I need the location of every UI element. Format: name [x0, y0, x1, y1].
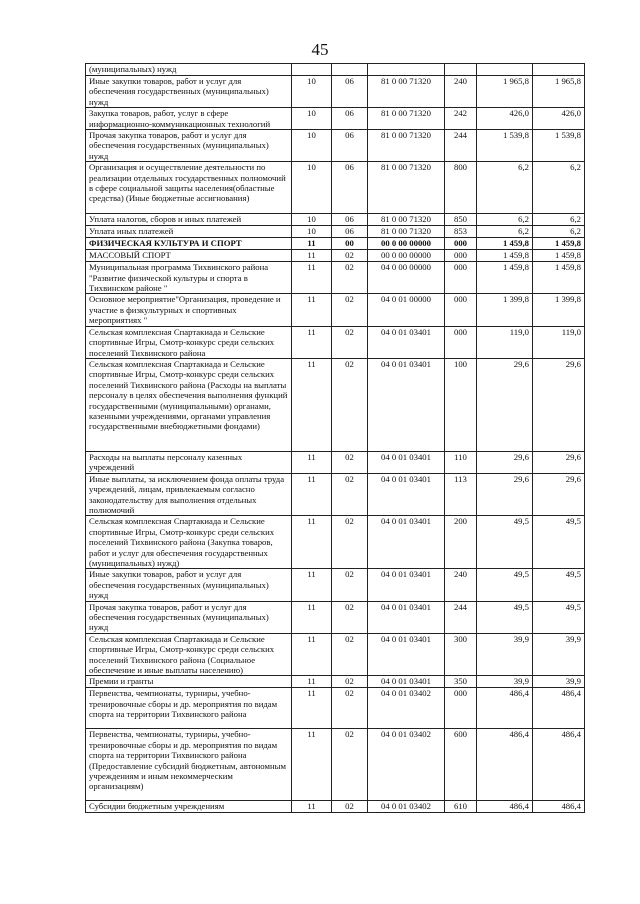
- cell-expense-type: 240: [445, 76, 477, 108]
- cell-subsection: 02: [332, 262, 368, 294]
- cell-expense-type: 000: [445, 326, 477, 358]
- cell-value-2: 6,2: [533, 162, 585, 214]
- cell-subsection: 02: [332, 358, 368, 451]
- cell-target: 04 0 01 03401: [368, 633, 445, 676]
- cell-target: 04 0 01 00000: [368, 294, 445, 326]
- cell-name: Уплата иных платежей: [86, 226, 292, 238]
- table-row: [86, 516, 585, 569]
- table-row: [86, 676, 585, 688]
- table-row: [86, 226, 585, 238]
- cell-expense-type: 244: [445, 601, 477, 633]
- cell-subsection: 06: [332, 76, 368, 108]
- cell-value-1: 39,9: [477, 633, 533, 676]
- cell-value-2: 39,9: [533, 633, 585, 676]
- table-row: [86, 214, 585, 226]
- cell-subsection: 02: [332, 801, 368, 813]
- cell-section: 11: [292, 676, 332, 688]
- cell-section: 11: [292, 250, 332, 262]
- cell-expense-type: 240: [445, 569, 477, 601]
- cell-section: 11: [292, 238, 332, 250]
- cell-value-1: 6,2: [477, 162, 533, 214]
- table-row: [86, 238, 585, 250]
- table-row: [86, 294, 585, 326]
- cell-value-2: [533, 64, 585, 76]
- cell-expense-type: 000: [445, 294, 477, 326]
- cell-value-1: 486,4: [477, 688, 533, 729]
- cell-value-1: 1 965,8: [477, 76, 533, 108]
- cell-section: 10: [292, 108, 332, 130]
- cell-section: 11: [292, 801, 332, 813]
- cell-target: [368, 64, 445, 76]
- cell-subsection: 02: [332, 451, 368, 473]
- cell-value-1: 486,4: [477, 729, 533, 801]
- cell-target: 81 0 00 71320: [368, 108, 445, 130]
- cell-section: 11: [292, 358, 332, 451]
- cell-section: 11: [292, 729, 332, 801]
- table-row: [86, 130, 585, 162]
- cell-expense-type: 800: [445, 162, 477, 214]
- cell-expense-type: 610: [445, 801, 477, 813]
- cell-value-1: 1 399,8: [477, 294, 533, 326]
- cell-value-1: 29,6: [477, 451, 533, 473]
- cell-target: 04 0 01 03402: [368, 688, 445, 729]
- cell-subsection: 06: [332, 162, 368, 214]
- cell-subsection: 06: [332, 214, 368, 226]
- cell-subsection: 02: [332, 688, 368, 729]
- cell-target: 81 0 00 71320: [368, 162, 445, 214]
- cell-expense-type: 000: [445, 688, 477, 729]
- cell-value-2: 1 459,8: [533, 250, 585, 262]
- cell-value-1: 49,5: [477, 569, 533, 601]
- cell-value-2: 1 539,8: [533, 130, 585, 162]
- cell-target: 04 0 01 03401: [368, 473, 445, 516]
- cell-value-1: 1 459,8: [477, 238, 533, 250]
- cell-target: 81 0 00 71320: [368, 214, 445, 226]
- table-row: [86, 262, 585, 294]
- cell-name: Закупка товаров, работ, услуг в сфере информационно-коммуникационных технологий: [86, 108, 292, 130]
- cell-value-1: 49,5: [477, 601, 533, 633]
- cell-section: 11: [292, 473, 332, 516]
- cell-name: Муниципальная программа Тихвинского района "Развитие физической культуры и спорта в Тихвинском районе ": [86, 262, 292, 294]
- cell-subsection: 00: [332, 238, 368, 250]
- cell-target: 81 0 00 71320: [368, 76, 445, 108]
- cell-expense-type: 000: [445, 250, 477, 262]
- cell-subsection: 02: [332, 676, 368, 688]
- cell-section: 11: [292, 601, 332, 633]
- cell-name: Сельская комплексная Спартакиада и Сельские спортивные Игры, Смотр-конкурс среди сельских поселений Тихвинского района (Расходы на выплаты персоналу в целях обеспечения выполнения функций государственными (муниципальными) органами, казенными учреждениями, органами управления государственными внебюджетными фондами): [86, 358, 292, 451]
- cell-name: Сельская комплексная Спартакиада и Сельские спортивные Игры, Смотр-конкурс среди сельских поселений Тихвинского района (Закупка товаров, работ и услуг для обеспечения государственных (муниципальных) нужд): [86, 516, 292, 569]
- cell-name: Организация и осуществление деятельности по реализации отдельных государственных полномочий в сфере социальной защиты населения(областные средства) (Иные бюджетные ассигнования): [86, 162, 292, 214]
- cell-expense-type: 350: [445, 676, 477, 688]
- cell-subsection: 06: [332, 226, 368, 238]
- cell-section: 11: [292, 451, 332, 473]
- cell-target: 81 0 00 71320: [368, 130, 445, 162]
- cell-target: 04 0 01 03401: [368, 516, 445, 569]
- cell-subsection: 06: [332, 108, 368, 130]
- cell-value-2: 29,6: [533, 473, 585, 516]
- table-row: [86, 473, 585, 516]
- cell-target: 00 0 00 00000: [368, 250, 445, 262]
- table-row: [86, 688, 585, 729]
- cell-expense-type: 110: [445, 451, 477, 473]
- cell-subsection: 02: [332, 569, 368, 601]
- cell-value-1: 1 539,8: [477, 130, 533, 162]
- cell-value-2: 426,0: [533, 108, 585, 130]
- cell-value-1: 1 459,8: [477, 262, 533, 294]
- cell-expense-type: 100: [445, 358, 477, 451]
- cell-section: 11: [292, 569, 332, 601]
- cell-name: Иные закупки товаров, работ и услуг для обеспечения государственных (муниципальных) нужд: [86, 569, 292, 601]
- cell-value-2: 49,5: [533, 516, 585, 569]
- cell-value-2: 29,6: [533, 451, 585, 473]
- cell-section: 11: [292, 633, 332, 676]
- cell-section: [292, 64, 332, 76]
- cell-target: 04 0 01 03401: [368, 601, 445, 633]
- cell-value-2: 1 459,8: [533, 238, 585, 250]
- cell-expense-type: 244: [445, 130, 477, 162]
- cell-section: 10: [292, 162, 332, 214]
- table-row: [86, 569, 585, 601]
- table-row: [86, 801, 585, 813]
- cell-section: 11: [292, 688, 332, 729]
- table-row: [86, 64, 585, 76]
- cell-subsection: [332, 64, 368, 76]
- cell-subsection: 02: [332, 326, 368, 358]
- cell-section: 11: [292, 294, 332, 326]
- cell-subsection: 02: [332, 250, 368, 262]
- cell-expense-type: 000: [445, 262, 477, 294]
- table-row: [86, 451, 585, 473]
- cell-expense-type: 200: [445, 516, 477, 569]
- cell-value-1: [477, 64, 533, 76]
- cell-value-2: 29,6: [533, 358, 585, 451]
- cell-name: Прочая закупка товаров, работ и услуг для обеспечения государственных (муниципальных) нужд: [86, 130, 292, 162]
- cell-target: 00 0 00 00000: [368, 238, 445, 250]
- cell-expense-type: [445, 64, 477, 76]
- cell-value-1: 49,5: [477, 516, 533, 569]
- cell-name: Первенства, чемпионаты, турниры, учебно-тренировочные сборы и др. мероприятия по видам спорта на территории Тихвинского района (Предоставление субсидий бюджетным, автономным учреждениям и иным некоммерческим организациям): [86, 729, 292, 801]
- cell-target: 04 0 01 03401: [368, 569, 445, 601]
- cell-section: 10: [292, 76, 332, 108]
- cell-name: Прочая закупка товаров, работ и услуг для обеспечения государственных (муниципальных) нужд: [86, 601, 292, 633]
- cell-target: 04 0 01 03401: [368, 358, 445, 451]
- table-row: [86, 162, 585, 214]
- cell-expense-type: 000: [445, 238, 477, 250]
- cell-value-2: 6,2: [533, 226, 585, 238]
- cell-section: 10: [292, 226, 332, 238]
- cell-expense-type: 853: [445, 226, 477, 238]
- cell-value-1: 1 459,8: [477, 250, 533, 262]
- budget-table: [85, 63, 585, 813]
- cell-name: Премии и гранты: [86, 676, 292, 688]
- cell-name: Расходы на выплаты персоналу казенных учреждений: [86, 451, 292, 473]
- cell-section: 11: [292, 326, 332, 358]
- cell-value-1: 6,2: [477, 214, 533, 226]
- cell-value-1: 29,6: [477, 358, 533, 451]
- cell-value-2: 1 965,8: [533, 76, 585, 108]
- cell-target: 04 0 01 03401: [368, 451, 445, 473]
- cell-subsection: 02: [332, 729, 368, 801]
- cell-expense-type: 600: [445, 729, 477, 801]
- cell-value-2: 119,0: [533, 326, 585, 358]
- cell-section: 10: [292, 130, 332, 162]
- cell-target: 04 0 01 03401: [368, 676, 445, 688]
- cell-value-2: 39,9: [533, 676, 585, 688]
- cell-expense-type: 242: [445, 108, 477, 130]
- cell-name: Уплата налогов, сборов и иных платежей: [86, 214, 292, 226]
- cell-name: ФИЗИЧЕСКАЯ КУЛЬТУРА И СПОРТ: [86, 238, 292, 250]
- cell-expense-type: 850: [445, 214, 477, 226]
- cell-name: Иные закупки товаров, работ и услуг для обеспечения государственных (муниципальных) нужд: [86, 76, 292, 108]
- table-row: [86, 250, 585, 262]
- cell-target: 04 0 00 00000: [368, 262, 445, 294]
- cell-target: 04 0 01 03402: [368, 801, 445, 813]
- cell-name: Иные выплаты, за исключением фонда оплаты труда учреждений, лицам, привлекаемым согласно законодательству для выполнения отдельных полномочий: [86, 473, 292, 516]
- cell-name: Сельская комплексная Спартакиада и Сельские спортивные Игры, Смотр-конкурс среди сельских поселений Тихвинского района: [86, 326, 292, 358]
- cell-expense-type: 300: [445, 633, 477, 676]
- table-row: [86, 358, 585, 451]
- cell-value-1: 39,9: [477, 676, 533, 688]
- table-row: [86, 326, 585, 358]
- cell-value-2: 486,4: [533, 729, 585, 801]
- cell-value-2: 486,4: [533, 801, 585, 813]
- cell-value-2: 6,2: [533, 214, 585, 226]
- cell-name: Сельская комплексная Спартакиада и Сельские спортивные Игры, Смотр-конкурс среди сельских поселений Тихвинского района (Социальное обеспечение и иные выплаты населению): [86, 633, 292, 676]
- cell-value-1: 119,0: [477, 326, 533, 358]
- cell-value-1: 426,0: [477, 108, 533, 130]
- cell-subsection: 02: [332, 633, 368, 676]
- cell-expense-type: 113: [445, 473, 477, 516]
- table-row: [86, 601, 585, 633]
- cell-subsection: 02: [332, 601, 368, 633]
- cell-subsection: 02: [332, 473, 368, 516]
- cell-value-2: 1 459,8: [533, 262, 585, 294]
- cell-name: Субсидии бюджетным учреждениям: [86, 801, 292, 813]
- cell-value-1: 486,4: [477, 801, 533, 813]
- cell-subsection: 06: [332, 130, 368, 162]
- cell-target: 04 0 01 03401: [368, 326, 445, 358]
- cell-value-1: 29,6: [477, 473, 533, 516]
- table-row: [86, 76, 585, 108]
- cell-target: 04 0 01 03402: [368, 729, 445, 801]
- cell-value-2: 486,4: [533, 688, 585, 729]
- cell-name: (муниципальных) нужд: [86, 64, 292, 76]
- cell-section: 11: [292, 516, 332, 569]
- cell-value-2: 1 399,8: [533, 294, 585, 326]
- cell-name: Основное мероприятие"Организация, проведение и участие в физкультурных и спортивных мероприятиях ": [86, 294, 292, 326]
- page-number: 45: [311, 40, 329, 59]
- cell-target: 81 0 00 71320: [368, 226, 445, 238]
- cell-section: 10: [292, 214, 332, 226]
- cell-value-2: 49,5: [533, 569, 585, 601]
- cell-value-1: 6,2: [477, 226, 533, 238]
- cell-subsection: 02: [332, 516, 368, 569]
- table-row: [86, 729, 585, 801]
- cell-value-2: 49,5: [533, 601, 585, 633]
- cell-section: 11: [292, 262, 332, 294]
- cell-name: МАССОВЫЙ СПОРТ: [86, 250, 292, 262]
- table-row: [86, 633, 585, 676]
- table-row: [86, 108, 585, 130]
- cell-subsection: 02: [332, 294, 368, 326]
- cell-name: Первенства, чемпионаты, турниры, учебно-тренировочные сборы и др. мероприятия по видам спорта на территории Тихвинского района: [86, 688, 292, 729]
